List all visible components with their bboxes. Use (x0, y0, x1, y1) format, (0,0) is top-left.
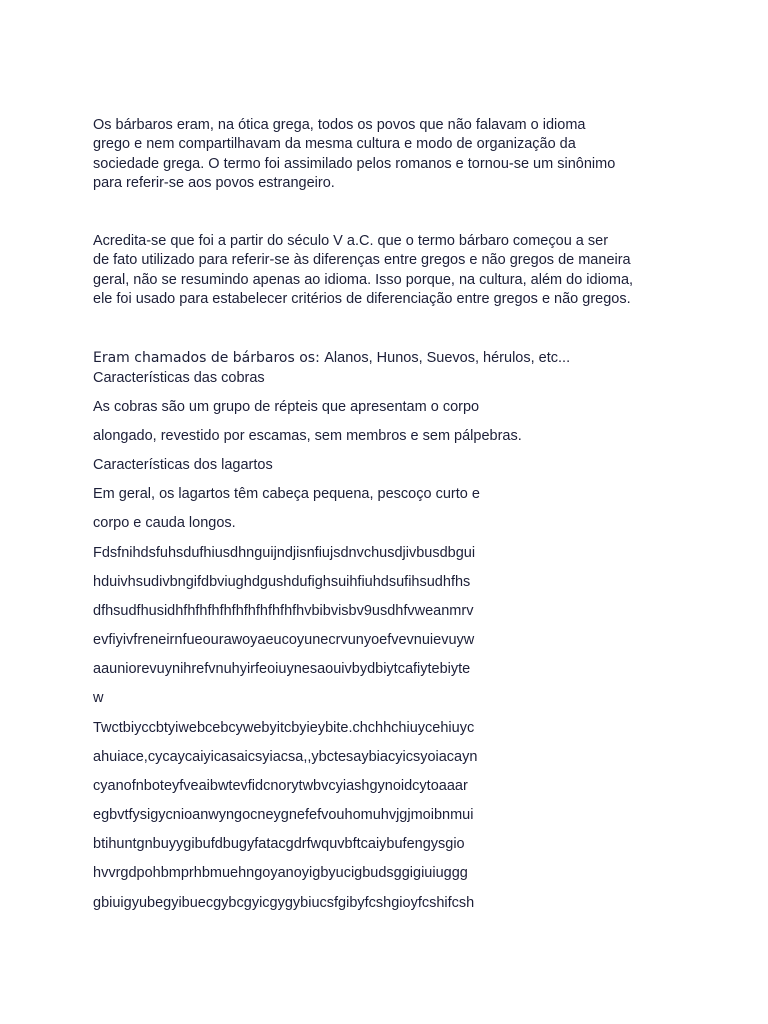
text-line: alongado, revestido por escamas, sem membros e sem pálpebras. (93, 428, 522, 444)
text-line: cyanofnboteyfveaibwtevfidcnorytwbvcyiashgynoidcytoaaar (93, 778, 468, 794)
text-line: aauniorevuynihrefvnuhyirfeoiuynesaouivbydbiytcafiytebiyte (93, 661, 471, 677)
text-line: Os bárbaros eram, na ótica grega, todos os povos que não falavam o idioma (93, 117, 586, 133)
text-line: hvvrgdpohbmprhbmuehngoyanoyigbyucigbudsggigiuiuggg (93, 865, 468, 881)
paragraph-barbaros-history (93, 232, 683, 310)
text-line: Fdsfnihdsfuhsdufhiusdhnguijndjisnfiujsdnvchusdjivbusdbgui (93, 545, 476, 561)
text-line: Em geral, os lagartos têm cabeça pequena, pescoço curto e (93, 486, 480, 502)
text-line: egbvtfysigycnioanwyngocneygnefefvouhomuhvjgjmoibnmui (93, 807, 474, 823)
text-line: Twctbiyccbtyiwebcebcywebyitcbyieybite.chchhchiuycehiuyc (93, 720, 475, 736)
barbaros-prefix: Eram chamados de bárbaros os: (93, 350, 325, 366)
text-line: sociedade grega. O termo foi assimilado pelos romanos e tornou-se um sinônimo (93, 155, 616, 172)
text-line: grego e nem compartilhavam da mesma cultura e modo de organização da (93, 136, 576, 153)
text-line: w (93, 690, 104, 706)
text-line: btihuntgnbuyygibufdbugyfatacgdrfwquvbftcaiybufengysgio (93, 836, 465, 852)
text-line: corpo e cauda longos. (93, 515, 236, 531)
text-line: As cobras são um grupo de répteis que apresentam o corpo (93, 399, 480, 415)
text-line: evfiyivfreneirnfueourawoyaeucoyunecrvunyoefvevnuievuyw (93, 632, 475, 648)
text-line: de fato utilizado para referir-se às diferenças entre gregos e não gregos de maneira (93, 252, 631, 269)
text-line: gbiuigyubegyibuecgybcgyicgygybiucsfgibyfcshgioyfcshifcsh (93, 895, 475, 911)
text-line: Acredita-se que foi a partir do século V a.C. que o termo bárbaro começou a ser (93, 233, 609, 249)
text-line: para referir-se aos povos estrangeiro. (93, 175, 335, 192)
text-line: dfhsudfhusidhfhfhfhfhfhfhfhfhfhfhvbibvisbv9usdhfvweanmrv (93, 603, 474, 619)
heading-lagartos: Características dos lagartos (93, 457, 273, 473)
paragraph-barbaros-definition (93, 116, 683, 194)
text-line: ahuiace,cycaycaiyicasaicsyiacsa,,ybctesaybiacyicsyoiacayn (93, 749, 478, 765)
barbaros-list: Alanos, Hunos, Suevos, hérulos, etc... (324, 350, 571, 366)
text-line: geral, não se resumindo apenas ao idioma. Isso porque, na cultura, além do idioma, (93, 271, 634, 288)
heading-cobras: Características das cobras (93, 370, 265, 386)
text-line: ele foi usado para estabelecer critérios de diferenciação entre gregos e não gregos. (93, 291, 631, 308)
barbaros-list-line (93, 349, 570, 368)
text-line: hduivhsudivbngifdbviughdgushdufighsuihfiuhdsufihsudhfhs (93, 574, 471, 590)
